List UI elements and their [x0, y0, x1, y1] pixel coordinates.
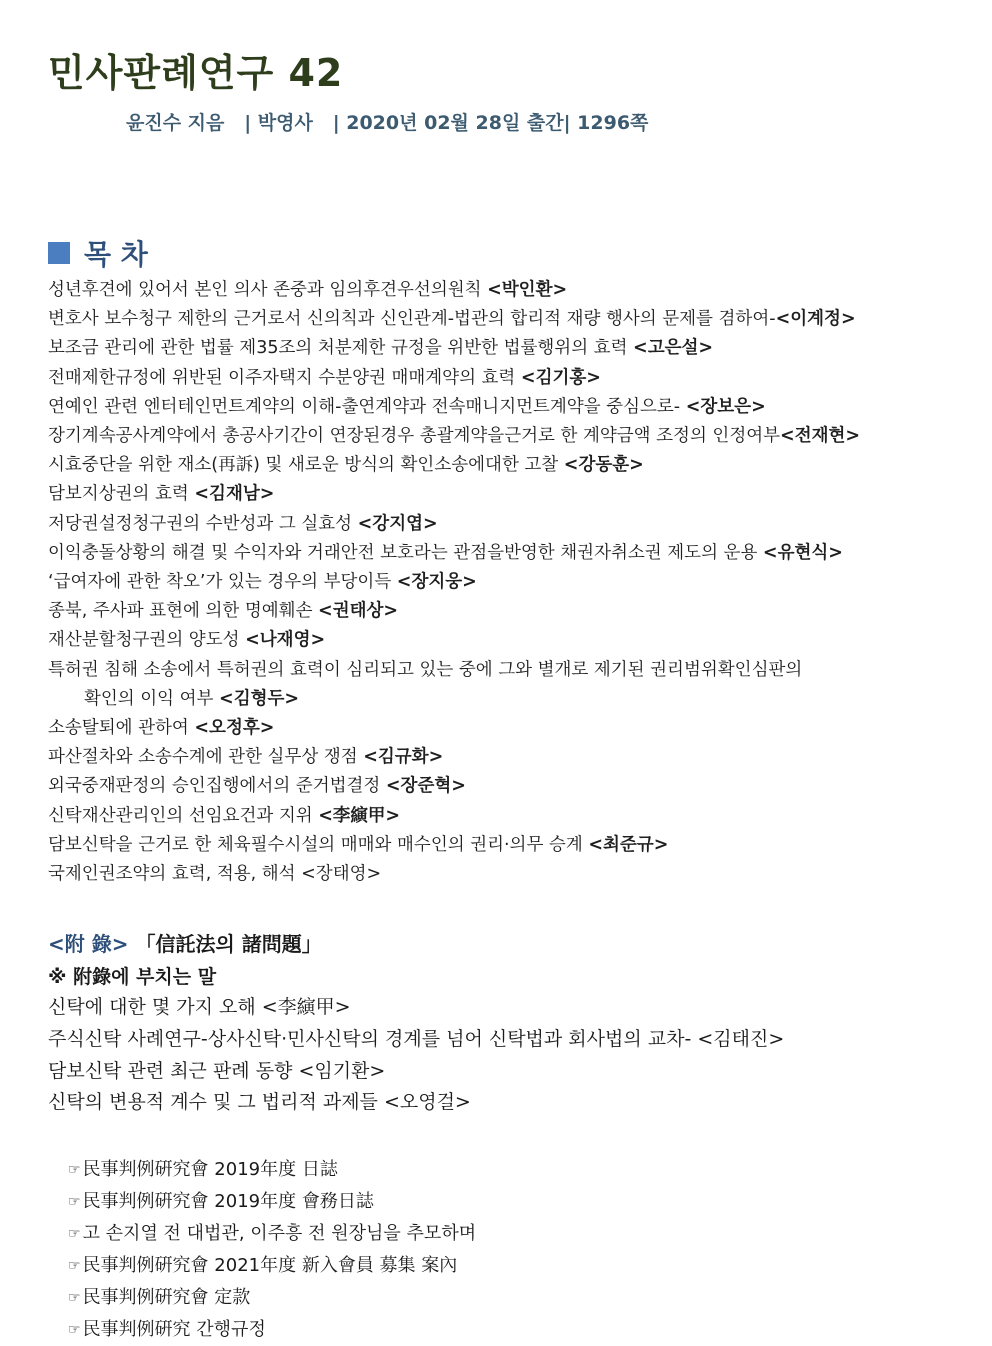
appendix-title [48, 928, 322, 957]
square-bullet-icon [48, 242, 70, 264]
toc-item: 소송탈퇴에 관하여 <오정후> [48, 718, 275, 739]
appendix-item: 담보신탁 관련 최근 판례 동향 <임기환> [48, 1059, 386, 1082]
toc-item: 장기계속공사계약에서 총공사기간이 연장된경우 총괄계약을근거로 한 계약금액 조정의 인정여부<전재현> [48, 426, 861, 447]
toc-item: 재산분할청구권의 양도성 <나재영> [48, 630, 326, 651]
appendix-title-text: 「信託法의 諸問題」 [135, 932, 322, 956]
toc-list [48, 276, 968, 889]
appendix-item: 신탁의 변용적 계수 및 그 법리적 과제들 <오영걸> [48, 1091, 471, 1114]
toc-item: 신탁재산관리인의 선임요건과 지위 <李縯甲> [48, 805, 401, 826]
appendix-note: ※ 附錄에 부치는 말 [48, 966, 217, 988]
misc-list [68, 1154, 476, 1346]
toc-item: 외국중재판정의 승인집행에서의 준거법결정 <장준혁> [48, 776, 466, 797]
toc-item: 국제인권조약의 효력, 적용, 해석 <장태영> [48, 864, 382, 885]
toc-item: 성년후견에 있어서 본인 의사 존중과 임의후견우선의원칙 <박인환> [48, 280, 568, 300]
toc-item: 저당권설정청구권의 수반성과 그 실효성 <강지엽> [48, 513, 438, 534]
pointing-hand-icon: ☞ [68, 1258, 81, 1274]
toc-item: 이익충돌상황의 해결 및 수익자와 거래안전 보호라는 관점을반영한 채권자취소권 제도의 운용 <유현식> [48, 542, 843, 563]
toc-heading [48, 233, 148, 273]
toc-item: 연예인 관련 엔터테인먼트계약의 이해-출연계약과 전속매니지먼트계약을 중심으로- <장보은> [48, 396, 766, 417]
misc-item: ☞ 고 손지열 전 대법관, 이주흥 전 원장님을 추모하며 [68, 1218, 476, 1250]
misc-item: ☞ 民事判例硏究會 定款 [68, 1282, 476, 1314]
pointing-hand-icon: ☞ [68, 1322, 81, 1338]
toc-item: 전매제한규정에 위반된 이주자택지 수분양권 매매계약의 효력 <김기홍> [48, 367, 601, 388]
toc-item-continued: 확인의 이익 여부 <김형두> [84, 688, 300, 709]
toc-item: 특허권 침해 소송에서 특허권의 효력이 심리되고 있는 중에 그와 별개로 제기된 권리범위확인심판의 [48, 659, 803, 680]
misc-item: ☞ 民事判例硏究會 2019年度 日誌 [68, 1154, 476, 1186]
book-meta: 윤진수 지음 | 박영사 | 2020년 02월 28일 출간| 1296쪽 [126, 112, 649, 134]
book-title: 민사판례연구 42 [48, 51, 344, 95]
misc-item: ☞ 民事判例硏究會 2021年度 新入會員 募集 案內 [68, 1250, 476, 1282]
pointing-hand-icon: ☞ [68, 1162, 81, 1178]
toc-item: 시효중단을 위한 재소(再訴) 및 새로운 방식의 확인소송에대한 고찰 <강동훈> [48, 455, 644, 476]
toc-item: 보조금 관리에 관한 법률 제35조의 처분제한 규정을 위반한 법률행위의 효력 <고은설> [48, 338, 714, 359]
pointing-hand-icon: ☞ [68, 1194, 81, 1210]
appendix-item: 신탁에 대한 몇 가지 오해 <李縯甲> [48, 996, 351, 1018]
appendix-item: 주식신탁 사례연구-상사신탁·민사신탁의 경계를 넘어 신탁법과 회사법의 교차- <김태진> [48, 1027, 785, 1050]
toc-heading-label: 목 차 [84, 238, 148, 271]
toc-item: 종북, 주사파 표현에 의한 명예훼손 <권태상> [48, 601, 399, 622]
toc-item: 변호사 보수청구 제한의 근거로서 신의칙과 신인관계-법관의 합리적 재량 행사의 문제를 겸하여-<이계정> [48, 309, 856, 330]
misc-item: ☞ 民事判例硏究會 2019年度 會務日誌 [68, 1186, 476, 1218]
appendix-tag: <附 錄> [48, 932, 129, 956]
toc-item: 담보신탁을 근거로 한 체육필수시설의 매매와 매수인의 권리·의무 승계 <최준규> [48, 834, 669, 855]
pointing-hand-icon: ☞ [68, 1290, 81, 1306]
pointing-hand-icon: ☞ [68, 1226, 81, 1242]
appendix-list [48, 992, 784, 1119]
toc-item: 파산절차와 소송수계에 관한 실무상 쟁점 <김규화> [48, 747, 444, 768]
toc-item: ‘급여자에 관한 착오’가 있는 경우의 부당이득 <장지웅> [48, 572, 477, 593]
toc-item: 담보지상권의 효력 <김재남> [48, 484, 275, 505]
misc-item: ☞ 民事判例硏究 간행규정 [68, 1314, 476, 1346]
